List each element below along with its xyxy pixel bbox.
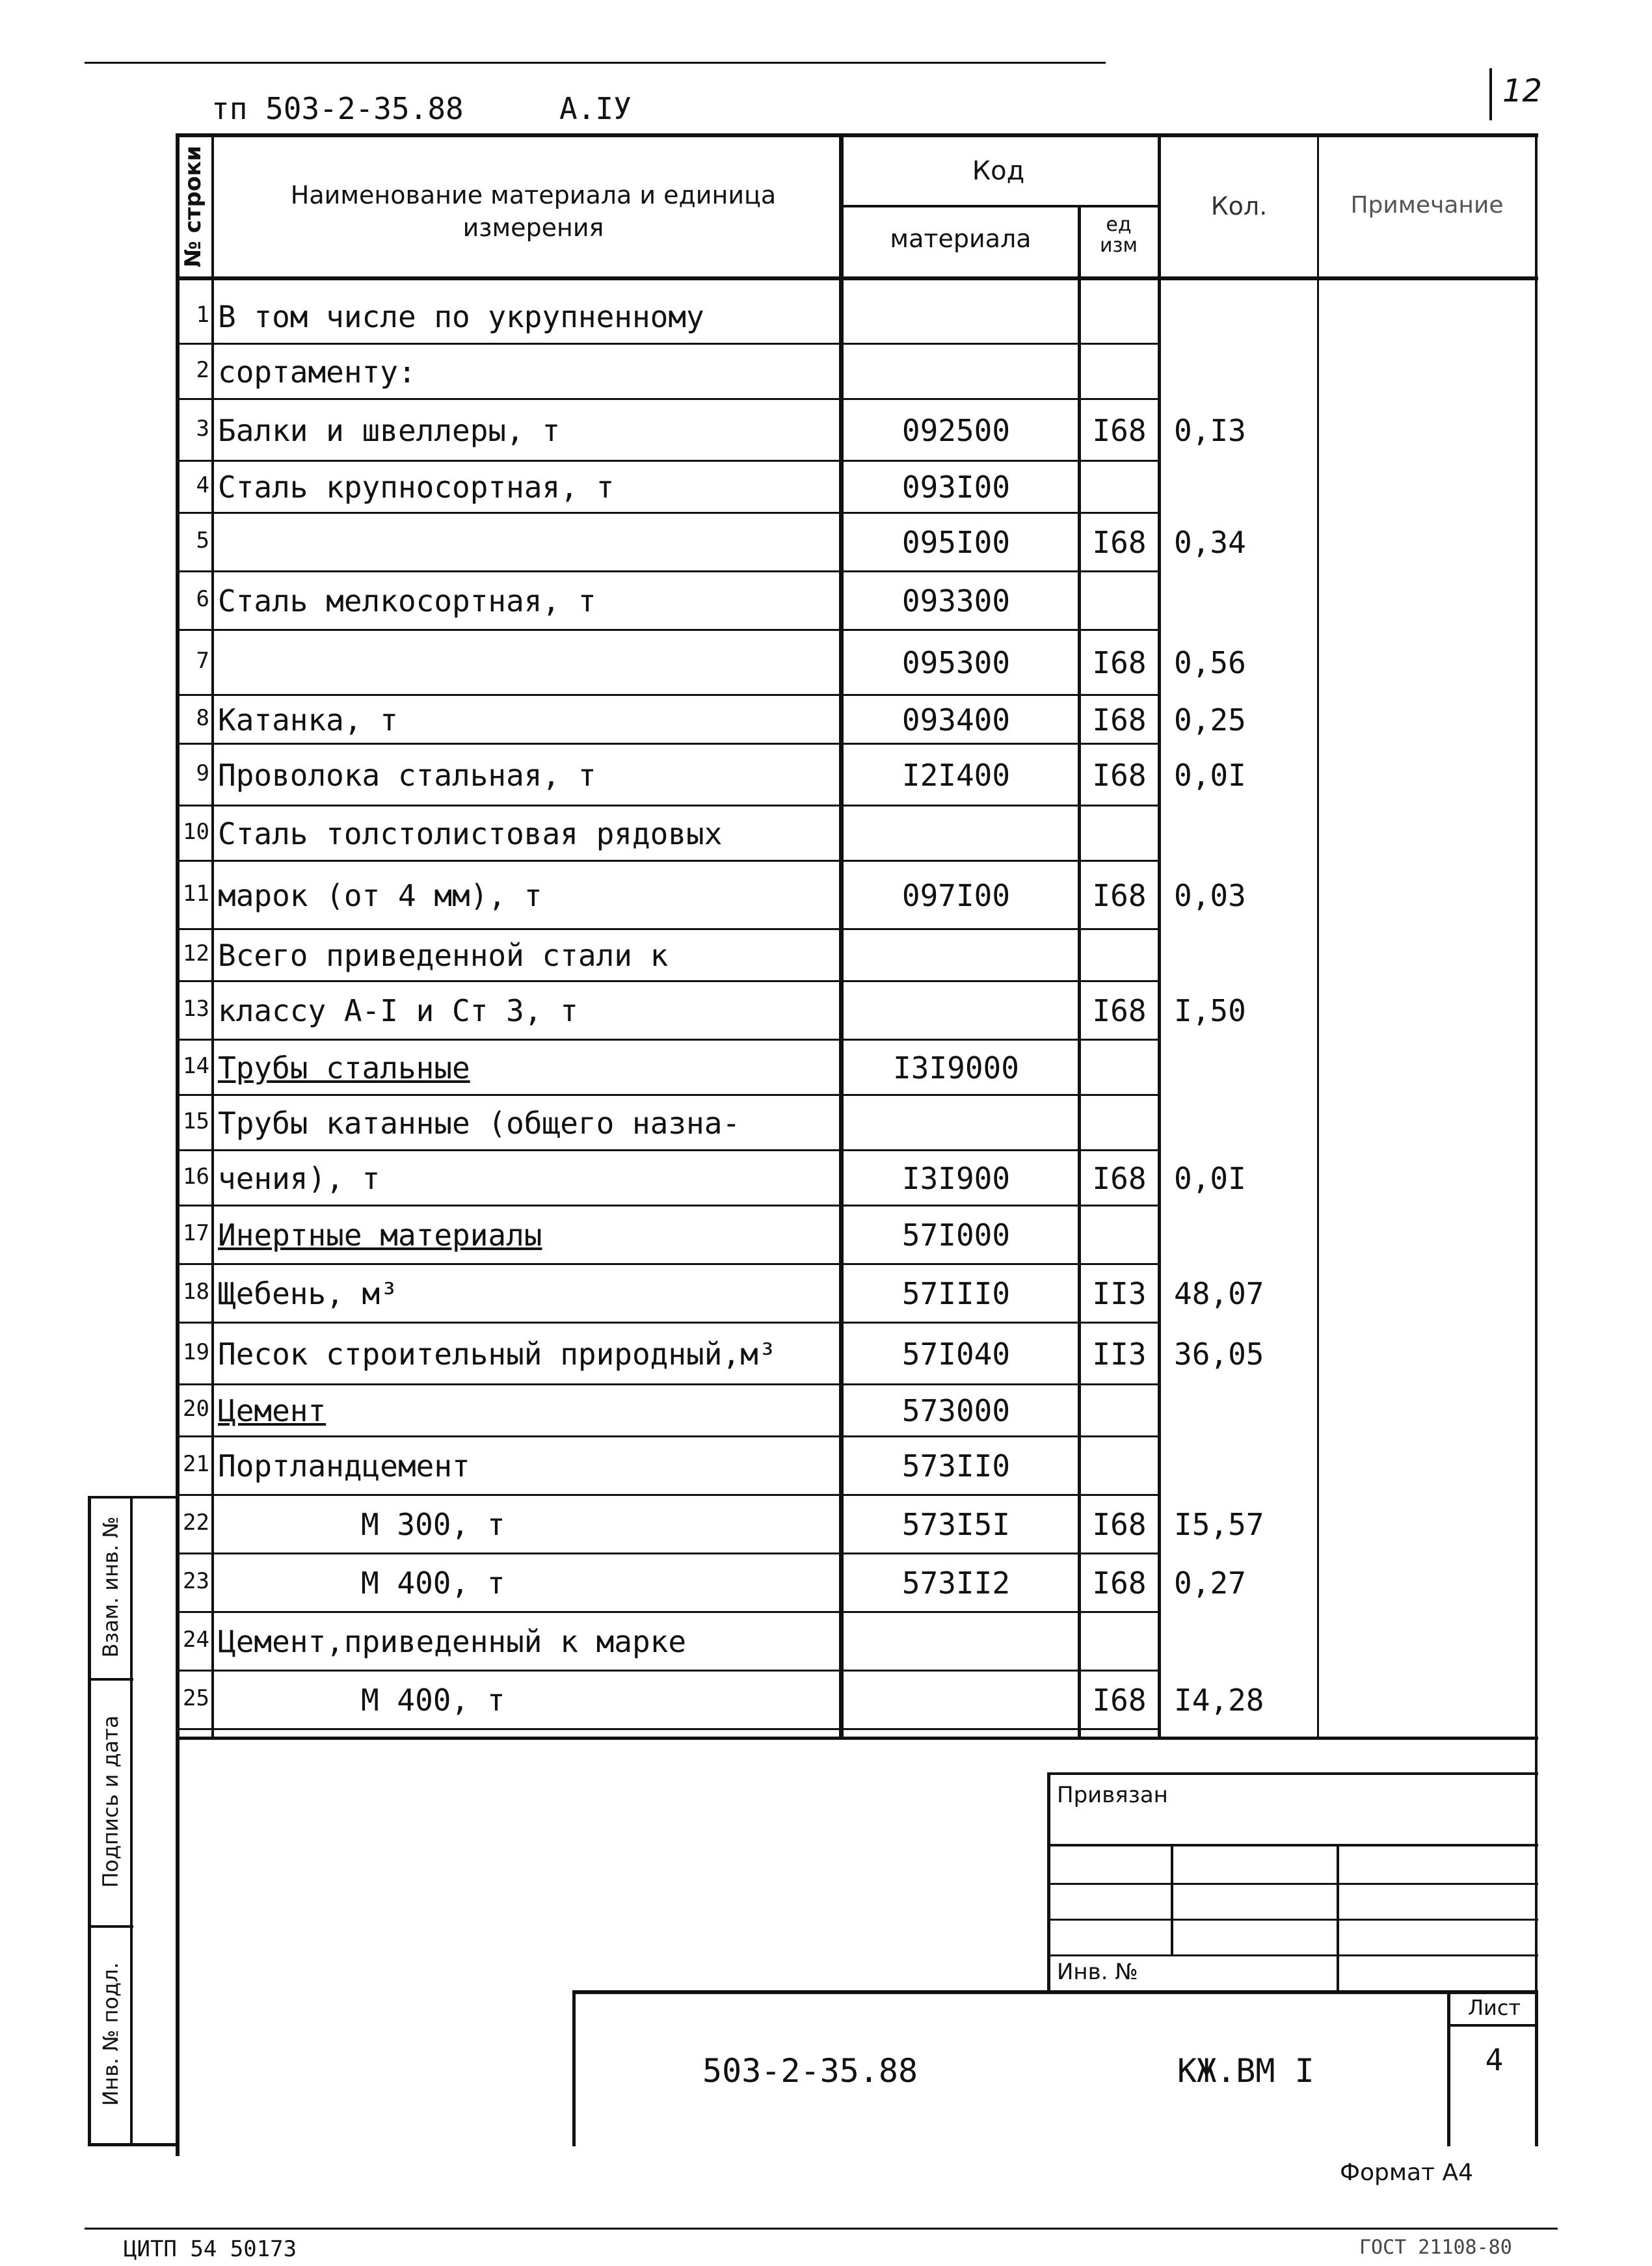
material-code: 57I040 xyxy=(901,1336,1011,1372)
row-separator xyxy=(180,805,1158,806)
material-name: В том числе по укрупненному xyxy=(218,299,704,334)
header-row-number: № строки xyxy=(180,145,206,268)
row-number: 10 xyxy=(183,818,209,845)
material-name: Инертные материалы xyxy=(218,1218,542,1253)
unit-code: II3 xyxy=(1092,1276,1147,1311)
footer-right-standard: ГОСТ 21108-80 xyxy=(1359,2236,1512,2259)
row-separator xyxy=(180,1039,1158,1041)
material-name: Портландцемент xyxy=(218,1448,470,1484)
row-number: 19 xyxy=(183,1339,209,1365)
row-separator xyxy=(180,1611,1158,1613)
material-code: 57I000 xyxy=(901,1218,1011,1253)
material-name: классу А-I и Ст 3, т xyxy=(218,993,578,1028)
row-separator xyxy=(180,1149,1158,1151)
row-separator xyxy=(180,1263,1158,1265)
material-code: 092500 xyxy=(901,412,1011,448)
material-name: Цемент xyxy=(218,1393,326,1428)
material-code: I2I400 xyxy=(901,757,1011,793)
top-rule xyxy=(85,62,1106,64)
material-name: Песок строительный природный,м³ xyxy=(218,1336,777,1372)
row-number: 20 xyxy=(183,1396,209,1422)
material-code: 573000 xyxy=(901,1393,1011,1428)
row-number: 1 xyxy=(196,301,209,328)
row-number: 21 xyxy=(183,1451,209,1477)
material-name: М 300, т xyxy=(361,1507,505,1542)
material-code: 57III0 xyxy=(901,1276,1011,1311)
album-number: А.IУ xyxy=(559,91,632,126)
quantity-value: 36,05 xyxy=(1174,1336,1264,1372)
unit-code: I68 xyxy=(1092,1566,1147,1601)
material-name: Всего приведенной стали к xyxy=(218,938,669,973)
header-code-material: материала xyxy=(890,224,1032,253)
row-number: 13 xyxy=(183,996,209,1022)
unit-code: I68 xyxy=(1092,877,1147,913)
row-separator xyxy=(180,629,1158,631)
material-name: Трубы стальные xyxy=(218,1050,470,1086)
material-code: I3I9000 xyxy=(893,1050,1019,1086)
quantity-value: 0,0I xyxy=(1174,1160,1246,1196)
row-number: 23 xyxy=(183,1568,209,1594)
row-number: 7 xyxy=(196,648,209,674)
row-separator xyxy=(180,1670,1158,1672)
quantity-value: 0,03 xyxy=(1174,877,1246,913)
header-quantity: Кол. xyxy=(1210,192,1268,220)
unit-code: I68 xyxy=(1092,757,1147,793)
material-name: Сталь мелкосортная, т xyxy=(218,583,596,619)
material-name: М 400, т xyxy=(361,1683,505,1718)
header-material-name: Наименование материала и единица измерения xyxy=(290,181,777,242)
footer-left-code: ЦИТП 54 50173 xyxy=(124,2236,297,2262)
row-number: 14 xyxy=(183,1052,209,1079)
document-designation: тп 503-2-35.88 xyxy=(211,91,464,126)
side-label-inv-podl: Инв. № подл. xyxy=(98,1962,123,2106)
row-number: 11 xyxy=(183,880,209,907)
material-name: чения), т xyxy=(218,1160,380,1196)
row-separator xyxy=(180,694,1158,696)
row-separator xyxy=(180,343,1158,345)
page-mark-bracket xyxy=(1489,68,1492,120)
quantity-value: 48,07 xyxy=(1174,1276,1264,1311)
row-number: 25 xyxy=(183,1685,209,1711)
row-separator xyxy=(180,1435,1158,1437)
unit-code: I68 xyxy=(1092,1507,1147,1542)
row-number: 9 xyxy=(196,760,209,786)
unit-code: I68 xyxy=(1092,993,1147,1028)
material-name: Балки и швеллеры, т xyxy=(218,412,561,448)
quantity-value: 0,I3 xyxy=(1174,412,1246,448)
material-name: Сталь крупносортная, т xyxy=(218,470,615,505)
row-separator xyxy=(180,1383,1158,1385)
page-mark: 12 xyxy=(1502,73,1543,109)
header-code-unit: ед изм xyxy=(1099,213,1138,257)
material-name: Трубы катанные (общего назна- xyxy=(218,1105,741,1141)
row-number: 15 xyxy=(183,1108,209,1134)
material-name: М 400, т xyxy=(361,1566,505,1601)
row-number: 2 xyxy=(196,356,209,383)
material-code: 095I00 xyxy=(901,525,1011,560)
row-number: 22 xyxy=(183,1510,209,1536)
material-code: 573I5I xyxy=(901,1507,1011,1542)
row-separator xyxy=(180,1322,1158,1324)
row-number: 12 xyxy=(183,940,209,966)
stamp-sheet-number: 4 xyxy=(1485,2042,1504,2077)
material-name: Сталь толстолистовая рядовых xyxy=(218,816,723,851)
side-label-signature: Подпись и дата xyxy=(98,1715,123,1888)
quantity-value: 0,56 xyxy=(1174,645,1246,680)
row-number: 6 xyxy=(196,586,209,612)
material-name: Щебень, м³ xyxy=(218,1276,398,1311)
material-code: 093300 xyxy=(901,583,1011,619)
quantity-value: I4,28 xyxy=(1174,1683,1264,1718)
row-separator xyxy=(180,512,1158,514)
row-number: 16 xyxy=(183,1163,209,1190)
row-number: 18 xyxy=(183,1279,209,1305)
unit-code: I68 xyxy=(1092,702,1147,738)
row-separator xyxy=(180,398,1158,400)
row-separator xyxy=(180,980,1158,982)
unit-code: II3 xyxy=(1092,1336,1147,1372)
row-number: 8 xyxy=(196,704,209,731)
material-name: Цемент,приведенный к марке xyxy=(218,1624,687,1659)
stamp-drawing-mark: КЖ.ВМ I xyxy=(1177,2052,1314,2090)
unit-code: I68 xyxy=(1092,412,1147,448)
quantity-value: 0,34 xyxy=(1174,525,1246,560)
row-separator xyxy=(180,1494,1158,1496)
material-code: I3I900 xyxy=(901,1160,1011,1196)
material-name: сортаменту: xyxy=(218,354,416,390)
stamp-designation: 503-2-35.88 xyxy=(702,2052,918,2090)
header-code: Код xyxy=(972,156,1025,186)
stamp-privyazan: Привязан xyxy=(1057,1782,1168,1808)
quantity-value: 0,25 xyxy=(1174,702,1246,738)
side-label-vzam: Взам. инв. № xyxy=(98,1516,123,1658)
unit-code: I68 xyxy=(1092,1683,1147,1718)
quantity-value: 0,0I xyxy=(1174,757,1246,793)
header-note: Примечание xyxy=(1350,192,1504,219)
material-code: 093400 xyxy=(901,702,1011,738)
material-code: 573II2 xyxy=(901,1566,1011,1601)
bottom-rule xyxy=(85,2228,1558,2230)
material-name: марок (от 4 мм), т xyxy=(218,877,542,913)
material-code: 573II0 xyxy=(901,1448,1011,1484)
row-separator xyxy=(180,570,1158,572)
unit-code: I68 xyxy=(1092,525,1147,560)
row-separator xyxy=(180,1553,1158,1554)
material-code: 093I00 xyxy=(901,470,1011,505)
row-separator xyxy=(180,1094,1158,1096)
stamp-inv-no: Инв. № xyxy=(1057,1959,1138,1985)
material-code: 097I00 xyxy=(901,877,1011,913)
row-separator xyxy=(180,1728,1158,1730)
row-separator xyxy=(180,460,1158,462)
material-name: Проволока стальная, т xyxy=(218,757,596,793)
quantity-value: I,50 xyxy=(1174,993,1246,1028)
row-number: 17 xyxy=(183,1220,209,1246)
row-number: 3 xyxy=(196,415,209,442)
row-number: 5 xyxy=(196,527,209,553)
material-code: 095300 xyxy=(901,645,1011,680)
stamp-sheet-label: Лист xyxy=(1467,1995,1521,2020)
unit-code: I68 xyxy=(1092,645,1147,680)
paper-format: Формат А4 xyxy=(1340,2159,1474,2186)
quantity-value: 0,27 xyxy=(1174,1566,1246,1601)
row-number: 24 xyxy=(183,1627,209,1653)
row-number: 4 xyxy=(196,472,209,498)
material-name: Катанка, т xyxy=(218,702,398,738)
row-separator xyxy=(180,1205,1158,1206)
row-separator xyxy=(180,860,1158,862)
unit-code: I68 xyxy=(1092,1160,1147,1196)
row-separator xyxy=(180,743,1158,745)
row-separator xyxy=(180,928,1158,930)
quantity-value: I5,57 xyxy=(1174,1507,1264,1542)
